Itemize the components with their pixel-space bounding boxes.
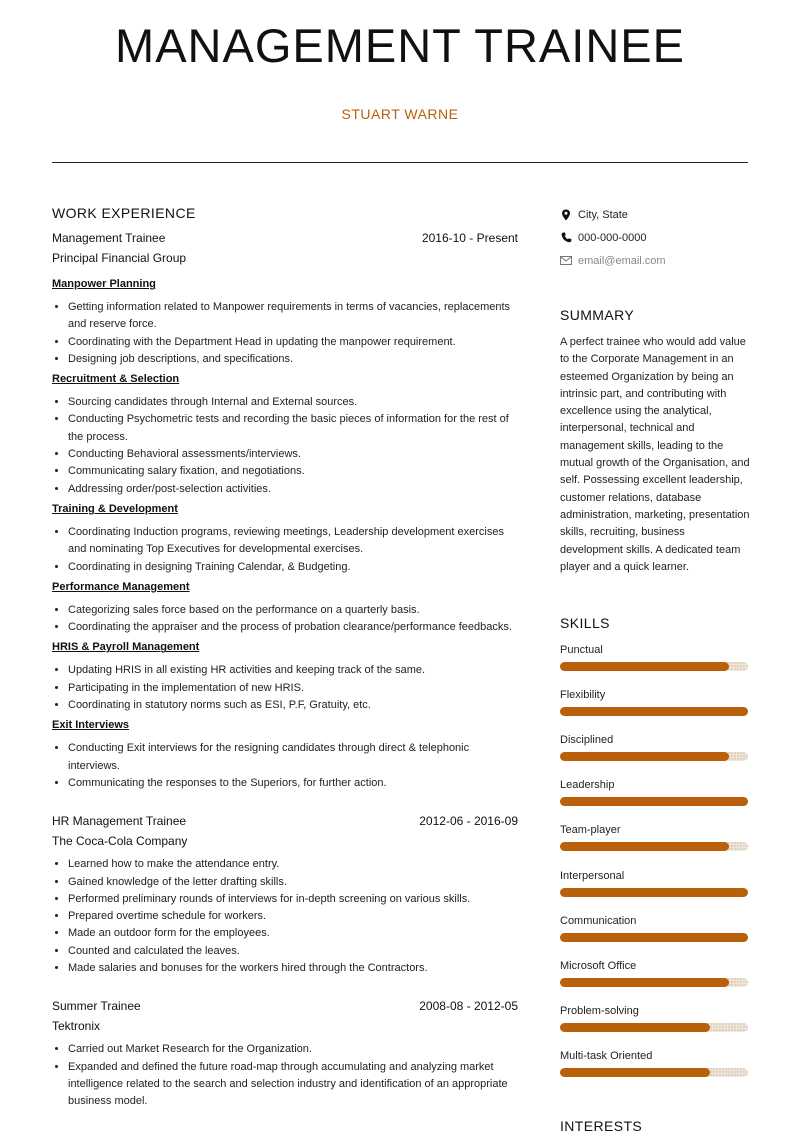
skill-item (560, 870, 748, 897)
summary-heading: SUMMARY (560, 307, 635, 323)
bullet-item: • Made salaries and bonuses for the workers hired through the Contractors. (68, 960, 518, 977)
skill-item (560, 779, 748, 806)
interests-heading: INTERESTS (560, 1118, 643, 1134)
phone-icon (560, 232, 572, 244)
skill-item (560, 915, 748, 942)
skill-bar-fill (560, 797, 748, 806)
bullet-item: • Coordinating Induction programs, reviewing meetings, Leadership development exercises and nominating Top Executives for developmental exercises. (68, 524, 518, 559)
bullet-list (52, 524, 518, 576)
skill-bar-fill (560, 707, 748, 716)
subsection-heading: Training & Development (52, 502, 178, 515)
skill-bar (560, 1068, 748, 1077)
skill-name: Disciplined (560, 734, 614, 747)
skill-bar-fill (560, 662, 729, 671)
location-pin-icon (560, 209, 572, 221)
bullet-item: • Learned how to make the attendance entry. (68, 856, 518, 873)
job-header (52, 999, 518, 1013)
skill-bar-fill (560, 842, 729, 851)
subsection-heading: Exit Interviews (52, 719, 130, 732)
job-entry (52, 814, 518, 977)
skill-item (560, 1005, 748, 1032)
resume-title: MANAGEMENT TRAINEE (115, 19, 685, 72)
contact-section (560, 203, 748, 272)
job-entry (52, 231, 518, 792)
job-company: Tektronix (52, 1019, 101, 1034)
bullet-item: • Conducting Psychometric tests and recording the basic pieces of information for the rest of the process. (68, 411, 518, 446)
skill-item (560, 824, 748, 851)
job-title: HR Management Trainee (52, 814, 187, 829)
bullet-item: • Designing job descriptions, and specifications. (68, 351, 518, 368)
skill-name: Leadership (560, 779, 615, 792)
job-entry (52, 999, 518, 1110)
job-title: Management Trainee (52, 231, 166, 245)
job-company: Principal Financial Group (52, 251, 187, 265)
skill-bar-fill (560, 978, 729, 987)
skill-bar (560, 797, 748, 806)
bullet-item: • Coordinating with the Department Head in updating the manpower requirement. (68, 334, 518, 351)
job-dates: 2008-08 - 2012-05 (419, 999, 518, 1014)
skill-name: Team-player (560, 824, 621, 837)
envelope-icon (560, 255, 572, 267)
skill-bar-fill (560, 1068, 710, 1077)
contact-email[interactable] (560, 249, 748, 272)
job-company: The Coca-Cola Company (52, 834, 188, 849)
job-dates: 2012-06 - 2016-09 (419, 814, 518, 829)
skill-bar (560, 752, 748, 761)
skill-bar (560, 707, 748, 716)
job-header (52, 814, 518, 828)
bullet-list (52, 856, 518, 977)
bullet-item: • Coordinating the appraiser and the process of probation clearance/performance feedbacks. (68, 619, 518, 636)
skill-name: Multi-task Oriented (560, 1049, 653, 1062)
skill-item (560, 1050, 748, 1077)
header-divider (52, 162, 748, 163)
job-header (52, 231, 518, 245)
job-list (52, 231, 518, 1111)
bullet-item: • Expanded and defined the future road-map through accumulating and analyzing market intelligence related to the search and selection industry and identification of an appropriate business model. (68, 1059, 518, 1111)
bullet-item: • Counted and calculated the leaves. (68, 943, 518, 960)
skill-bar (560, 933, 748, 942)
skill-bar (560, 978, 748, 987)
skill-bar (560, 662, 748, 671)
skill-bar-fill (560, 752, 729, 761)
bullet-item: • Categorizing sales force based on the performance on a quarterly basis. (68, 602, 518, 619)
skill-name: Communication (560, 914, 637, 927)
bullet-item: • Coordinating in designing Training Calendar, & Budgeting. (68, 559, 518, 576)
skill-name: Flexibility (560, 689, 606, 702)
skill-name: Problem-solving (560, 1004, 639, 1017)
subsection-heading: HRIS & Payroll Management (52, 641, 200, 654)
skill-bar-fill (560, 888, 748, 897)
job-title: Summer Trainee (52, 999, 141, 1014)
bullet-item: • Prepared overtime schedule for workers. (68, 908, 518, 925)
contact-location (560, 203, 748, 226)
bullet-list (52, 394, 518, 498)
bullet-list (52, 602, 518, 637)
bullet-item: • Updating HRIS in all existing HR activities and keeping track of the same. (68, 662, 518, 679)
bullet-item: • Sourcing candidates through Internal and External sources. (68, 394, 518, 411)
summary-text: A perfect trainee who would add value to the Corporate Management in an esteemed Organization by being an intrinsic part, and contributing with excellence using the analytical, interpersonal, technical and management skills, leading to the mutual growth of the Organisation, and self. Possessing excellent leadership, customer relations, database administration, marketing, presentation skills, recruiting, business development skills. A dedicated team player and a quick learner. (560, 336, 750, 573)
skill-item (560, 689, 748, 716)
skill-item (560, 960, 748, 987)
skill-bar (560, 842, 748, 851)
bullet-item: • Addressing order/post-selection activities. (68, 481, 518, 498)
skill-bar-fill (560, 933, 748, 942)
skill-item (560, 644, 748, 671)
bullet-item: • Conducting Exit interviews for the resigning candidates through direct & telephonic interviews. (68, 740, 518, 775)
skill-name: Interpersonal (560, 869, 625, 882)
skill-name: Punctual (560, 644, 603, 656)
skills-heading: SKILLS (560, 615, 610, 631)
bullet-item: • Made an outdoor form for the employees. (68, 925, 518, 942)
subsection-heading: Performance Management (52, 580, 190, 593)
job-dates: 2016-10 - Present (421, 231, 518, 245)
skill-bar (560, 1023, 748, 1032)
skill-bar (560, 888, 748, 897)
skill-bar-fill (560, 1023, 710, 1032)
bullet-item: • Participating in the implementation of new HRIS. (68, 680, 518, 697)
skill-item (560, 734, 748, 761)
bullet-item: • Coordinating in statutory norms such as ESI, P.F, Gratuity, etc. (68, 697, 518, 714)
bullet-item: • Communicating the responses to the Superiors, for further action. (68, 775, 518, 792)
bullet-item: • Conducting Behavioral assessments/interviews. (68, 446, 518, 463)
bullet-list (52, 1041, 518, 1110)
bullet-item: • Getting information related to Manpower requirements in terms of vacancies, replacements and reserve force. (68, 299, 518, 334)
skill-name: Microsoft Office (560, 959, 637, 972)
work-experience-section (52, 205, 518, 1111)
bullet-item: • Communicating salary fixation, and negotiations. (68, 463, 518, 480)
bullet-list (52, 740, 518, 792)
work-experience-heading: WORK EXPERIENCE (52, 205, 196, 221)
bullet-list (52, 662, 518, 714)
contact-phone (560, 226, 748, 249)
subsection-heading: Manpower Planning (52, 278, 156, 290)
bullet-item: • Carried out Market Research for the Organization. (68, 1041, 518, 1058)
bullet-item: • Gained knowledge of the letter drafting skills. (68, 874, 518, 891)
location-text: City, State (578, 208, 628, 221)
bullet-list (52, 299, 518, 368)
bullet-item: • Performed preliminary rounds of interviews for in-depth screening on various skills. (68, 891, 518, 908)
email-link[interactable]: email@email.com (578, 254, 666, 267)
phone-text: 000-000-0000 (578, 231, 647, 244)
candidate-name: STUART WARNE (341, 106, 459, 122)
subsection-heading: Recruitment & Selection (52, 373, 180, 386)
